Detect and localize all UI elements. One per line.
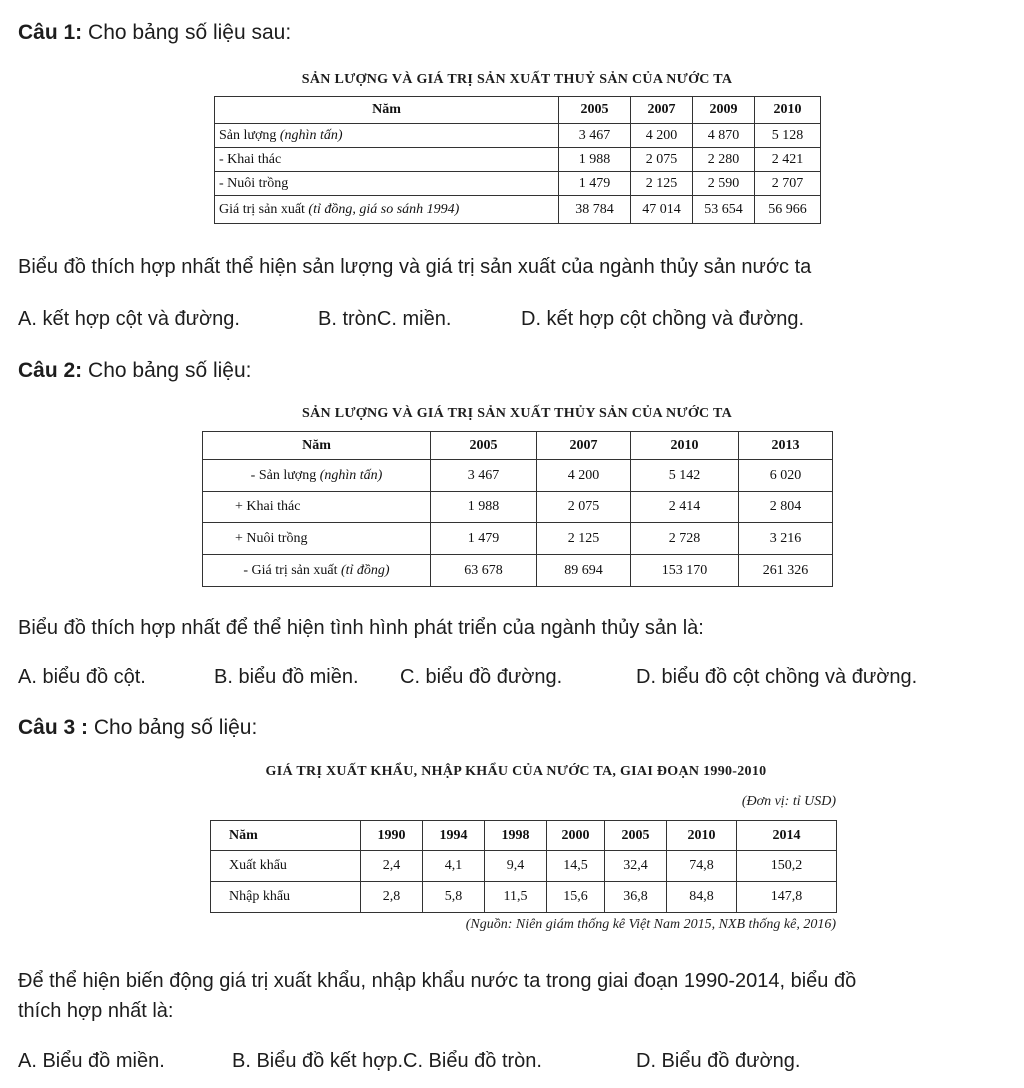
cell-value: 38 784	[559, 196, 631, 224]
q3-option-d[interactable]: D. Biểu đồ đường.	[636, 1050, 801, 1072]
q1-question: Biểu đồ thích hợp nhất thể hiện sản lượng và giá trị sản xuất của ngành thủy sản nước ta	[18, 256, 812, 278]
q2-header-label: Năm	[203, 432, 431, 460]
row-unit: (nghìn tấn)	[319, 467, 383, 483]
q3-option-b[interactable]: B. Biểu đồ kết hợp.C. Biểu đồ tròn.	[232, 1050, 542, 1072]
cell-value: 5 142	[631, 460, 739, 492]
q2-year: 2007	[537, 432, 631, 460]
row-unit: (nghìn tấn)	[279, 127, 343, 143]
cell-value: 14,5	[547, 851, 605, 882]
cell-value: 2 707	[755, 172, 821, 196]
cell-value: 15,6	[547, 882, 605, 913]
q3-number: Câu 3 :	[18, 716, 89, 739]
q1-option-a[interactable]: A. kết hợp cột và đường.	[18, 308, 240, 330]
cell-value: 2 414	[631, 492, 739, 523]
q3-header-row	[211, 821, 837, 851]
row-label: Sản lượng (nghìn tấn)	[215, 124, 559, 148]
cell-value: 56 966	[755, 196, 821, 224]
q2-header-row	[203, 432, 833, 460]
cell-value: 4,1	[423, 851, 485, 882]
cell-value: 1 988	[431, 492, 537, 523]
q1-year: 2005	[559, 97, 631, 124]
q2-option-c[interactable]: C. biểu đồ đường.	[400, 666, 563, 688]
q2-year: 2013	[739, 432, 833, 460]
table-row	[215, 196, 821, 224]
q3-source-note: (Nguồn: Niên giám thống kê Việt Nam 2015, NXB thống kê, 2016)	[465, 917, 836, 932]
table-row	[203, 460, 833, 492]
cell-value: 63 678	[431, 555, 537, 587]
row-label: Giá trị sản xuất (tỉ đồng, giá so sánh 1994)	[215, 196, 559, 224]
table-row	[215, 124, 821, 148]
cell-value: 1 479	[431, 523, 537, 555]
cell-value: 4 870	[693, 124, 755, 148]
cell-value: 150,2	[737, 851, 837, 882]
row-label: - Sản lượng (nghìn tấn)	[203, 460, 431, 492]
q2-option-a[interactable]: A. biểu đồ cột.	[18, 666, 146, 688]
cell-value: 4 200	[537, 460, 631, 492]
q2-option-b[interactable]: B. biểu đồ miền.	[214, 666, 359, 688]
q2-table	[202, 431, 833, 587]
cell-value: 3 216	[739, 523, 833, 555]
cell-value: 74,8	[667, 851, 737, 882]
table-row	[211, 851, 837, 882]
cell-value: 2 075	[631, 148, 693, 172]
q1-intro: Cho bảng số liệu sau:	[88, 21, 292, 44]
q3-question-line1: Để thể hiện biến động giá trị xuất khẩu, nhập khẩu nước ta trong giai đoạn 1990-2014, biểu đồ	[18, 970, 857, 992]
q3-intro: Cho bảng số liệu:	[93, 716, 258, 739]
q1-table	[214, 96, 821, 224]
row-label: Xuất khẩu	[211, 851, 361, 882]
cell-value: 6 020	[739, 460, 833, 492]
row-unit: (tỉ đồng)	[340, 562, 390, 578]
q2-number: Câu 2:	[18, 359, 83, 382]
cell-value: 47 014	[631, 196, 693, 224]
q3-year: 2005	[605, 821, 667, 851]
table-row	[203, 523, 833, 555]
cell-value: 2 421	[755, 148, 821, 172]
cell-value: 3 467	[431, 460, 537, 492]
cell-value: 53 654	[693, 196, 755, 224]
q1-number: Câu 1:	[18, 21, 83, 44]
q3-heading	[18, 716, 257, 740]
q1-heading	[18, 21, 291, 45]
cell-value: 1 988	[559, 148, 631, 172]
cell-value: 5 128	[755, 124, 821, 148]
cell-value: 2 590	[693, 172, 755, 196]
cell-value: 11,5	[485, 882, 547, 913]
cell-value: 32,4	[605, 851, 667, 882]
row-label: - Khai thác	[215, 148, 559, 172]
cell-value: 89 694	[537, 555, 631, 587]
cell-value: 147,8	[737, 882, 837, 913]
q2-year: 2005	[431, 432, 537, 460]
q3-table-title: GIÁ TRỊ XUẤT KHẨU, NHẬP KHẨU CỦA NƯỚC TA, GIAI ĐOẠN 1990-2010	[265, 764, 767, 779]
q3-year: 1998	[485, 821, 547, 851]
cell-value: 2 280	[693, 148, 755, 172]
table-row	[203, 492, 833, 523]
table-row	[215, 148, 821, 172]
q3-year: 1994	[423, 821, 485, 851]
q3-year: 2000	[547, 821, 605, 851]
q1-option-d[interactable]: D. kết hợp cột chồng và đường.	[521, 308, 805, 330]
row-label: Nhập khẩu	[211, 882, 361, 913]
table-row	[203, 555, 833, 587]
row-unit: (tỉ đồng, giá so sánh 1994)	[308, 201, 460, 217]
q3-question-line2: thích hợp nhất là:	[18, 1000, 174, 1022]
row-label: + Nuôi trồng	[203, 523, 431, 555]
row-label: - Giá trị sản xuất (tỉ đồng)	[203, 555, 431, 587]
q3-unit-note: (Đơn vị: tỉ USD)	[741, 794, 836, 809]
q2-intro: Cho bảng số liệu:	[88, 359, 252, 382]
cell-value: 2,4	[361, 851, 423, 882]
q3-year: 2014	[737, 821, 837, 851]
cell-value: 2 125	[537, 523, 631, 555]
q2-table-title: SẢN LƯỢNG VÀ GIÁ TRỊ SẢN XUẤT THỦY SẢN CỦA NƯỚC TA	[301, 406, 732, 421]
q3-header-label: Năm	[211, 821, 361, 851]
q2-question: Biểu đồ thích hợp nhất để thể hiện tình hình phát triển của ngành thủy sản là:	[18, 617, 704, 639]
cell-value: 9,4	[485, 851, 547, 882]
q1-year: 2007	[631, 97, 693, 124]
q3-table	[210, 820, 837, 913]
cell-value: 36,8	[605, 882, 667, 913]
q3-option-a[interactable]: A. Biểu đồ miền.	[18, 1050, 165, 1072]
q2-option-d[interactable]: D. biểu đồ cột chồng và đường.	[636, 666, 918, 688]
cell-value: 4 200	[631, 124, 693, 148]
cell-value: 2 728	[631, 523, 739, 555]
table-row	[211, 882, 837, 913]
cell-value: 84,8	[667, 882, 737, 913]
q1-option-b[interactable]: B. trònC. miền.	[318, 308, 452, 330]
q1-year: 2010	[755, 97, 821, 124]
cell-value: 2,8	[361, 882, 423, 913]
q3-year: 1990	[361, 821, 423, 851]
cell-value: 5,8	[423, 882, 485, 913]
q1-header-row	[215, 97, 821, 124]
cell-value: 2 125	[631, 172, 693, 196]
cell-value: 261 326	[739, 555, 833, 587]
q1-header-label: Năm	[215, 97, 559, 124]
cell-value: 1 479	[559, 172, 631, 196]
q1-table-title: SẢN LƯỢNG VÀ GIÁ TRỊ SẢN XUẤT THUỶ SẢN CỦA NƯỚC TA	[301, 72, 733, 87]
q1-year: 2009	[693, 97, 755, 124]
q3-year: 2010	[667, 821, 737, 851]
cell-value: 2 804	[739, 492, 833, 523]
row-label: + Khai thác	[203, 492, 431, 523]
cell-value: 153 170	[631, 555, 739, 587]
row-label: - Nuôi trồng	[215, 172, 559, 196]
q2-heading	[18, 359, 251, 383]
table-row	[215, 172, 821, 196]
q2-year: 2010	[631, 432, 739, 460]
cell-value: 2 075	[537, 492, 631, 523]
cell-value: 3 467	[559, 124, 631, 148]
